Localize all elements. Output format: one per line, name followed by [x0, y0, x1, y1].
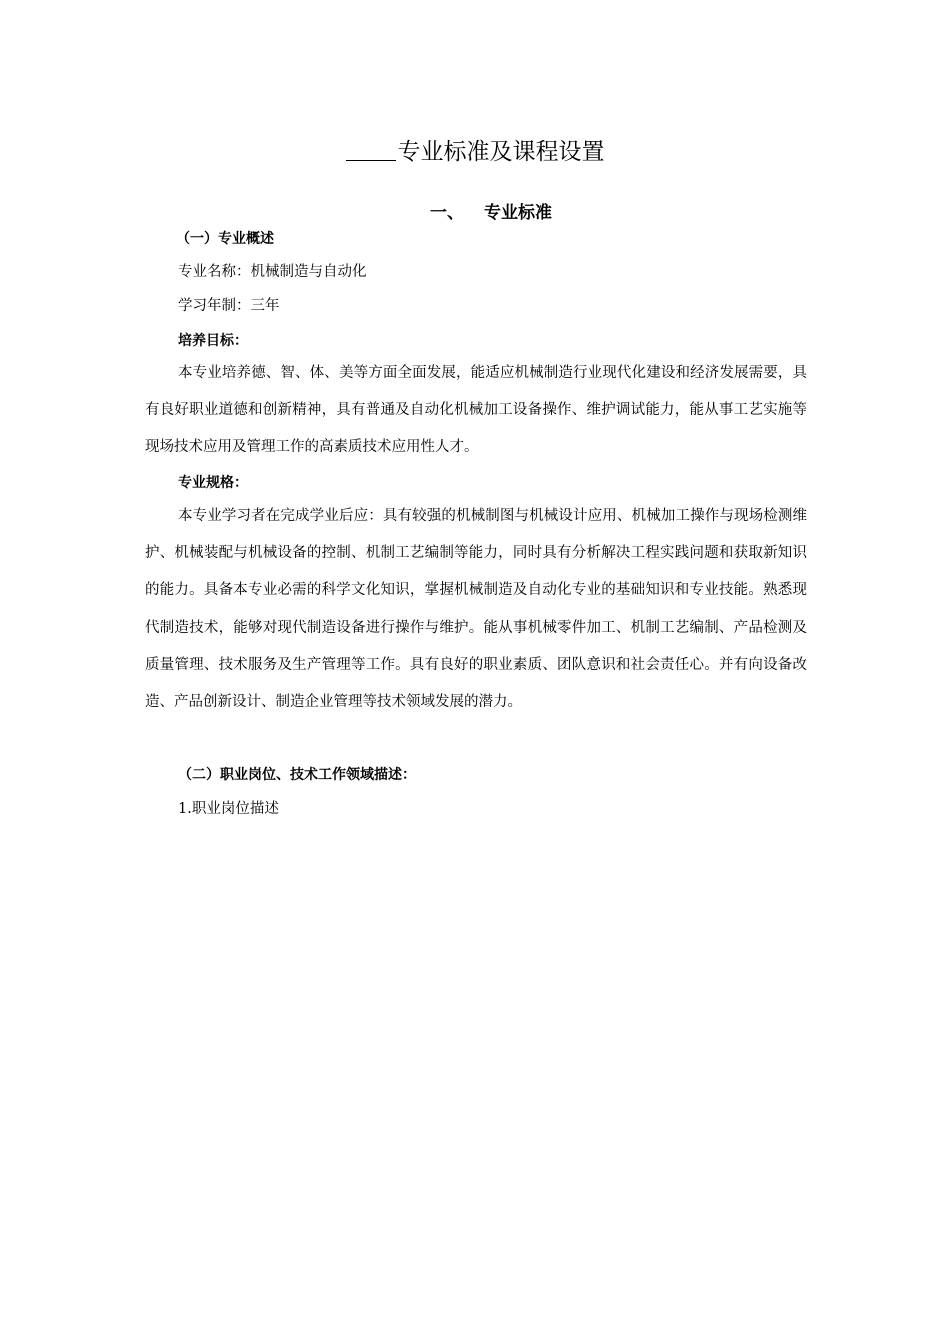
section-title-text: 专业标准: [484, 203, 552, 223]
overview-heading: （一）专业概述: [176, 231, 274, 247]
duration-line: 学习年制：三年: [178, 298, 280, 314]
career-item-1: 1.职业岗位描述: [178, 801, 279, 817]
title-blank-underline: [346, 138, 396, 161]
goal-heading: 培养目标：: [178, 333, 248, 349]
document-title-text: 专业标准及课程设置: [397, 139, 605, 165]
section-heading-1: [430, 200, 552, 226]
section-number: 一、: [430, 203, 464, 223]
major-name-line: 专业名称：机械制造与自动化: [178, 264, 367, 280]
document-title: [0, 135, 950, 169]
goal-paragraph: 本专业培养德、智、体、美等方面全面发展，能适应机械制造行业现代化建设和经济发展需要，具有良好职业道德和创新精神，具有普通及自动化机械加工设备操作、维护调试能力，能从事工艺实施等现场技术应用及管理工作的高素质技术应用性人才。: [145, 365, 807, 456]
spec-paragraph: 本专业学习者在完成学业后应：具有较强的机械制图与机械设计应用、机械加工操作与现场检测维护、机械装配与机械设备的控制、机制工艺编制等能力，同时具有分析解决工程实践问题和获取新知识的能力。具备本专业必需的科学文化知识，掌握机械制造及自动化专业的基础知识和专业技能。熟悉现代制造技术，能够对现代制造设备进行操作与维护。能从事机械零件加工、机制工艺编制、产品检测及质量管理、技术服务及生产管理等工作。具有良好的职业素质、团队意识和社会责任心。并有向设备改造、产品创新设计、制造企业管理等技术领域发展的潜力。: [145, 508, 807, 711]
spec-heading: 专业规格：: [178, 475, 248, 491]
career-heading: （二）职业岗位、技术工作领域描述：: [178, 767, 416, 783]
